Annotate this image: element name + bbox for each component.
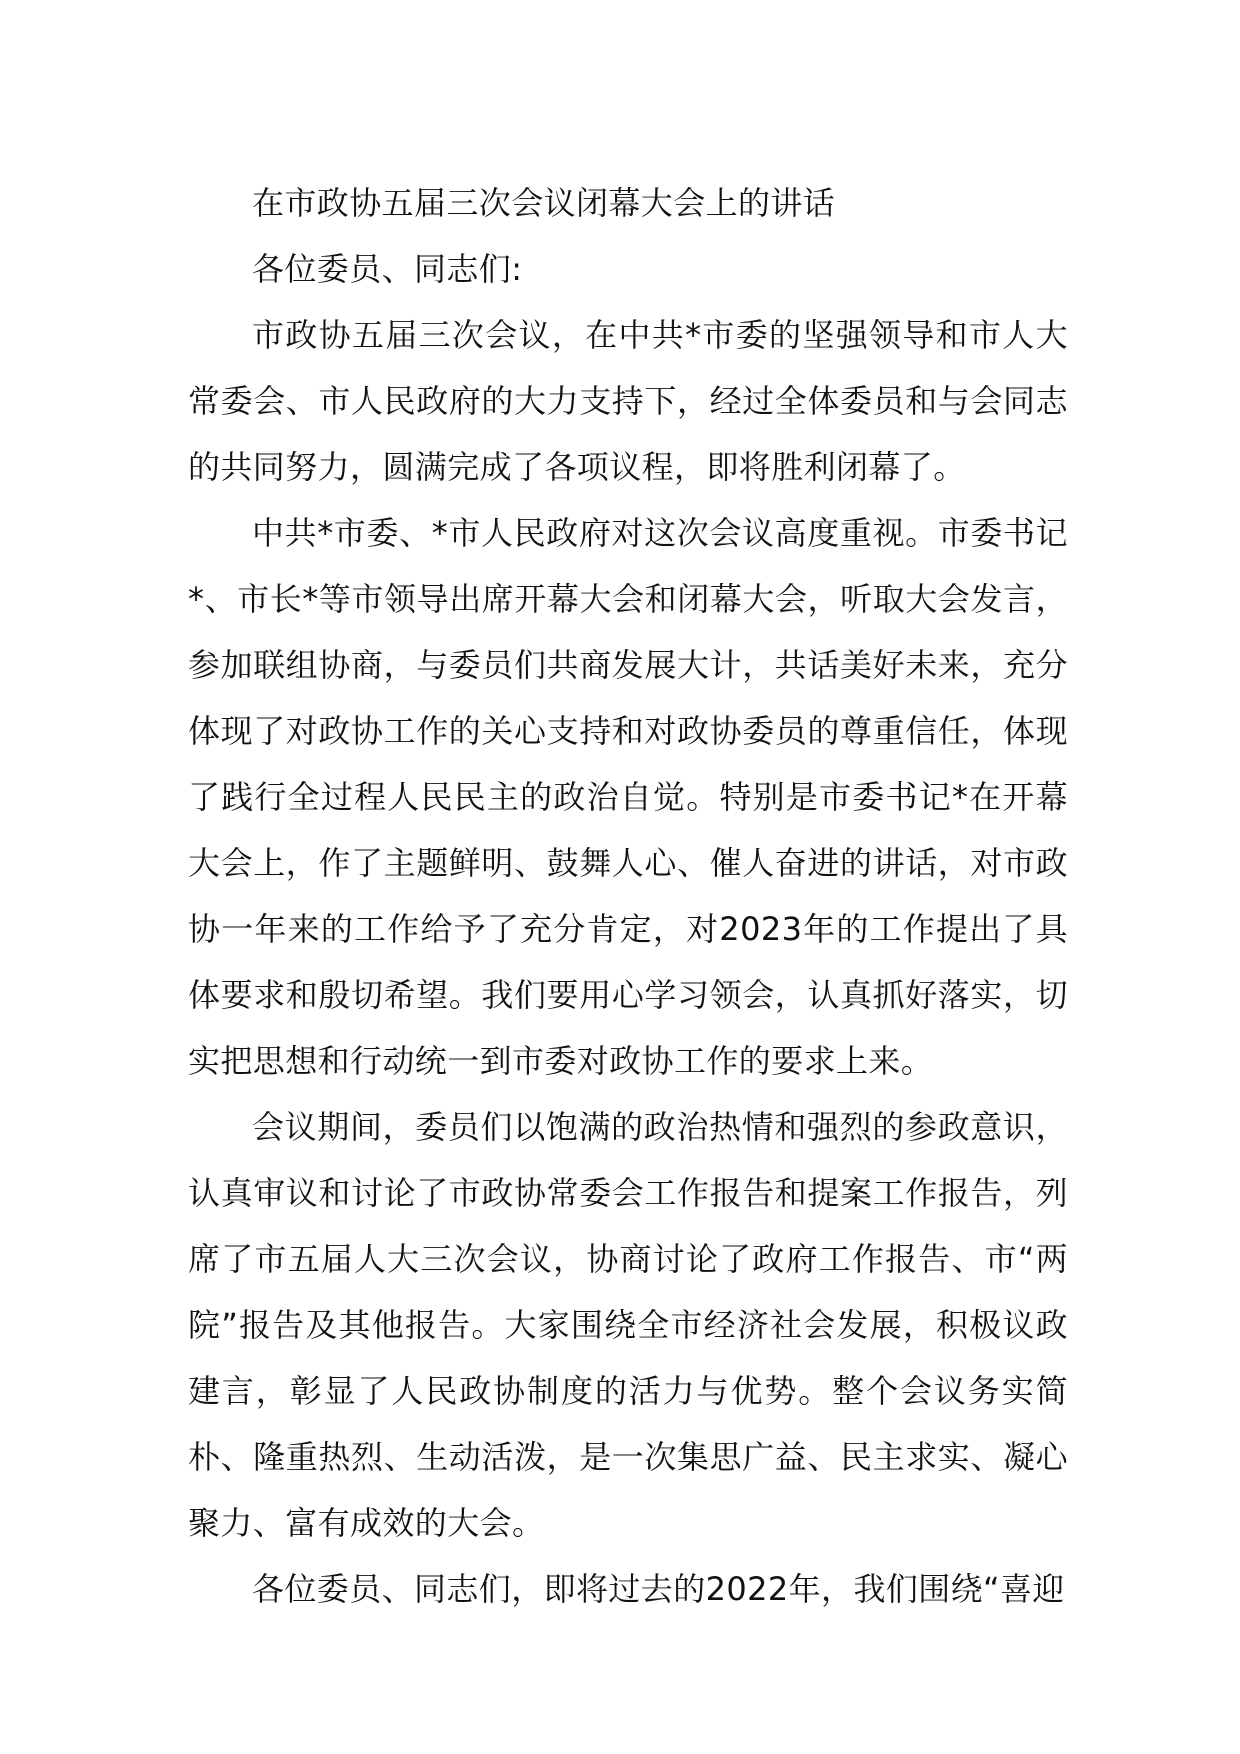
paragraph-3: 会议期间，委员们以饱满的政治热情和强烈的参政意识，认真审议和讨论了市政协常委会工作报告和提案工作报告，列席了市五届人大三次会议，协商讨论了政府工作报告、市“两院”报告及其他报告。大家围绕全市经济社会发展，积极议政建言，彰显了人民政协制度的活力与优势。整个会议务实简朴、隆重热烈、生动活泼，是一次集思广益、民主求实、凝心聚力、富有成效的大会。 [188, 1108, 1068, 1542]
document-title: 在市政协五届三次会议闭幕大会上的讲话 [252, 184, 836, 222]
paragraph-2: 中共*市委、*市人民政府对这次会议高度重视。市委书记*、市长*等市领导出席开幕大会和闭幕大会，听取大会发言，参加联组协商，与委员们共商发展大计，共话美好未来，充分体现了对政协工作的关心支持和对政协委员的尊重信任，体现了践行全过程人民民主的政治自觉。特别是市委书记*在开幕大会上，作了主题鲜明、鼓舞人心、催人奋进的讲话，对市政协一年来的工作给予了充分肯定，对2023年的工作提出了具体要求和殷切希望。我们要用心学习领会，认真抓好落实，切实把思想和行动统一到市委对政协工作的要求上来。 [188, 514, 1068, 1080]
paragraph-4: 各位委员、同志们，即将过去的2022年，我们围绕“喜迎 [252, 1570, 1065, 1608]
salutation: 各位委员、同志们: [252, 250, 523, 288]
document-body [188, 170, 1068, 1622]
paragraph-1: 市政协五届三次会议，在中共*市委的坚强领导和市人大常委会、市人民政府的大力支持下，经过全体委员和与会同志的共同努力，圆满完成了各项议程，即将胜利闭幕了。 [188, 316, 1068, 486]
